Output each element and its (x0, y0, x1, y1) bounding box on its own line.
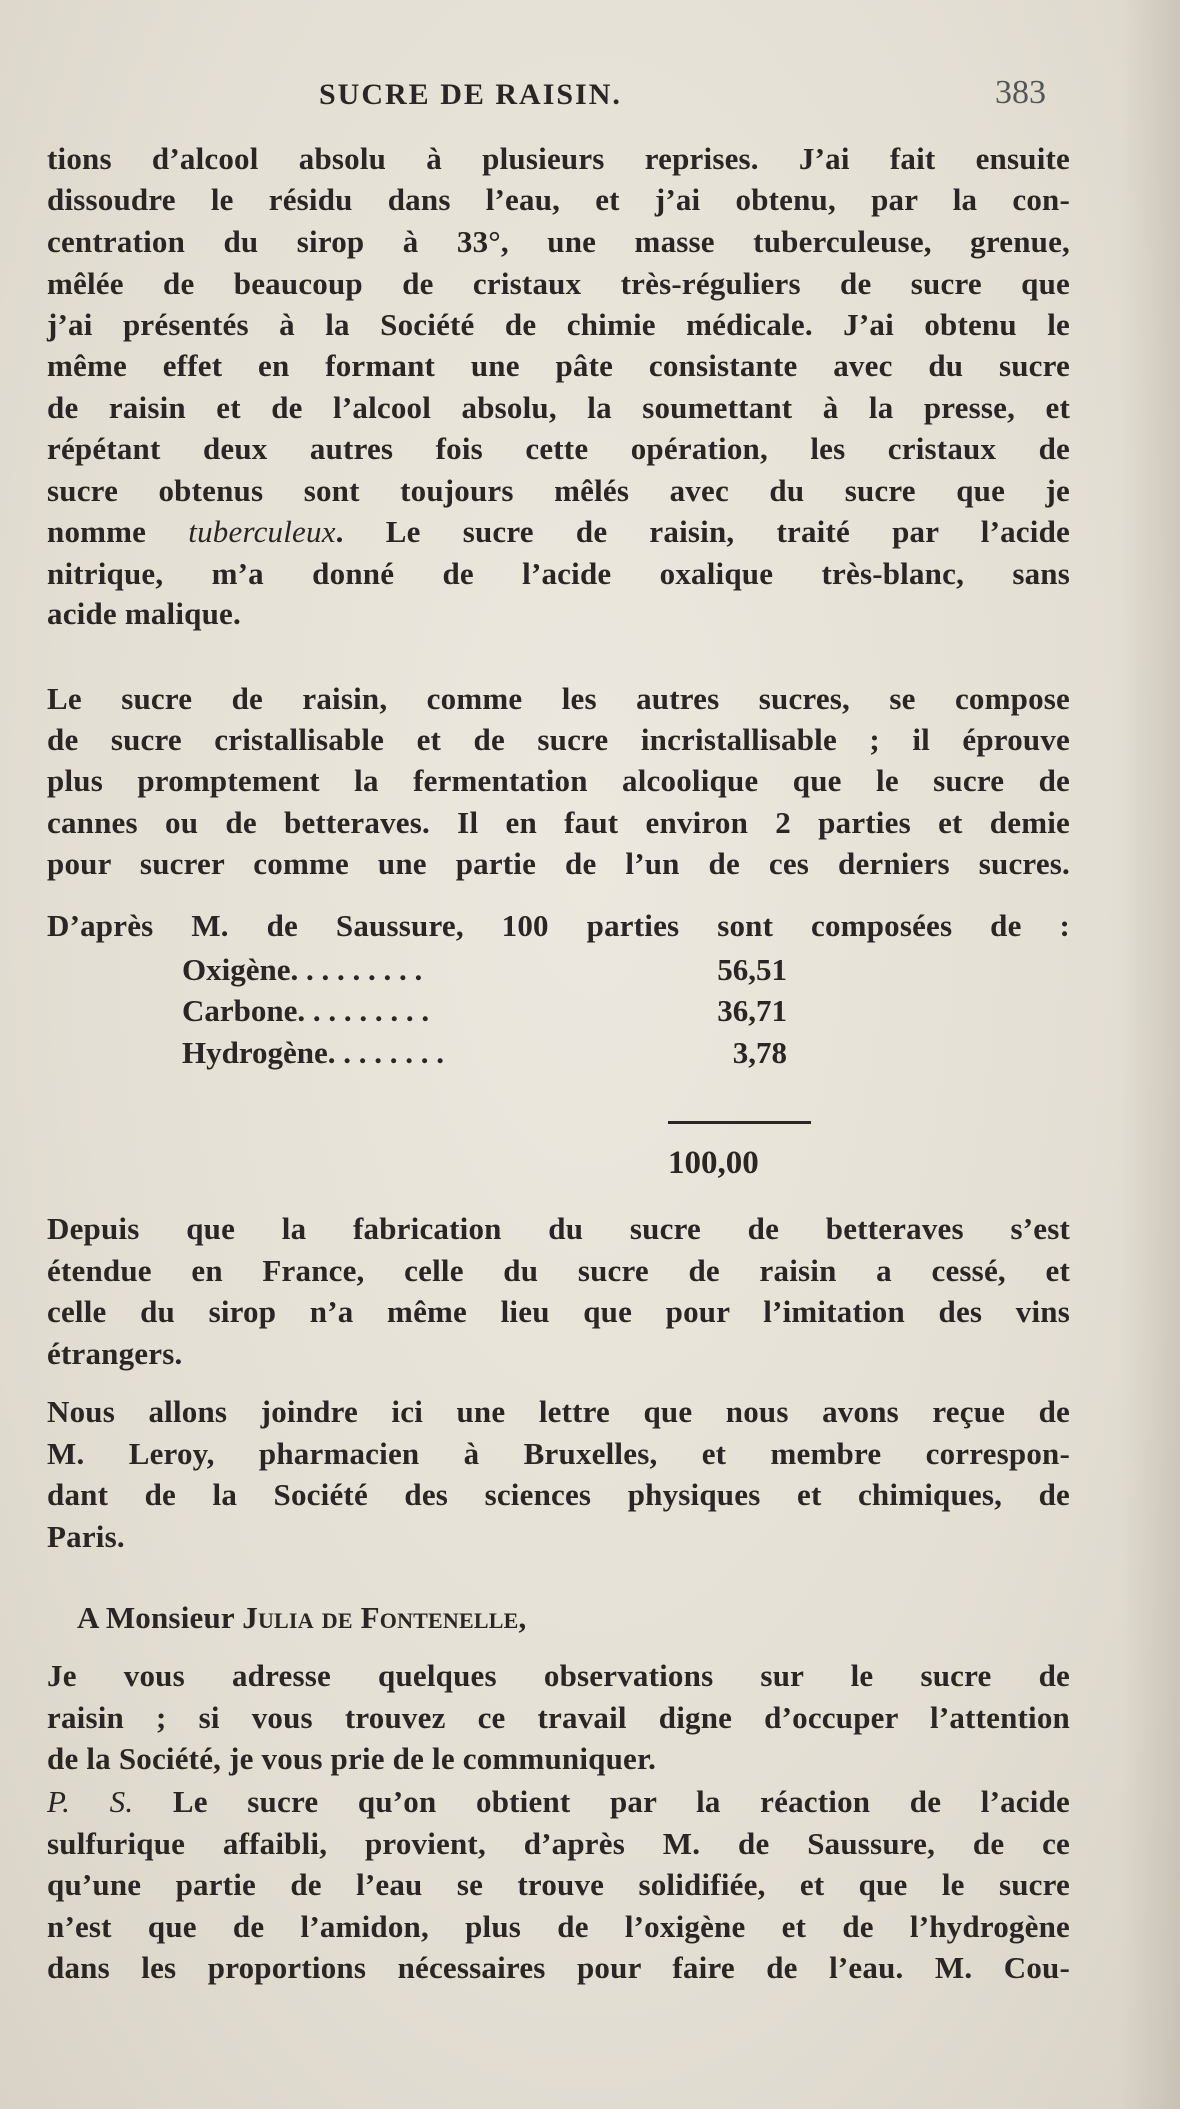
text-line: Nous allons joindre ici une lettre que nous avons reçue de (47, 1394, 1070, 1429)
italic-term: tuberculeux (188, 514, 336, 549)
text-line: M. Leroy, pharmacien à Bruxelles, et membre correspon- (47, 1436, 1070, 1471)
text-line: j’ai présentés à la Société de chimie médicale. J’ai obtenu le (47, 307, 1070, 342)
text-line: centration du sirop à 33°, une masse tuberculeuse, grenue, (47, 224, 1070, 259)
element-value: 3,78 (732, 1035, 787, 1070)
composition-total (668, 1145, 800, 1182)
text-line: n’est que de l’amidon, plus de l’oxigène et de l’hydrogène (47, 1909, 1070, 1944)
text-line: même effet en formant une pâte consistante avec du sucre (47, 348, 1070, 383)
element-label: Oxigène. . . . . . . . . (182, 952, 423, 987)
text-line: pour sucrer comme une partie de l’un de ces derniers sucres. (47, 846, 1070, 881)
text-line: Je vous adresse quelques observations sur le sucre de (47, 1658, 1070, 1693)
text-line: Le sucre de raisin, comme les autres sucres, se compose (47, 681, 1070, 716)
text-line: de sucre cristallisable et de sucre incristallisable ; il éprouve (47, 722, 1070, 757)
text-run: nomme (47, 514, 189, 549)
text-line: étrangers. (47, 1336, 183, 1371)
text-line: mêlée de beaucoup de cristaux très-réguliers de sucre que (47, 266, 1070, 301)
element-label: Hydrogène. . . . . . . . (182, 1035, 445, 1070)
salutation (77, 1600, 1100, 1636)
sum-rule (668, 1121, 811, 1124)
composition-row (182, 952, 787, 988)
text-line: de raisin et de l’alcool absolu, la soumettant à la presse, et (47, 390, 1070, 425)
text-line: celle du sirop n’a même lieu que pour l’imitation des vins (47, 1294, 1070, 1329)
text-line: tions d’alcool absolu à plusieurs reprises. J’ai fait ensuite (47, 141, 1070, 176)
salutation-punct: , (518, 1600, 527, 1635)
text-line: sucre obtenus sont toujours mêlés avec du sucre que je (47, 473, 1070, 508)
text-line: Depuis que la fabrication du sucre de betteraves s’est (47, 1211, 1070, 1246)
total-value: 100,00 (668, 1145, 759, 1181)
text-line: nitrique, m’a donné de l’acide oxalique très-blanc, sans (47, 556, 1070, 591)
text-line: qu’une partie de l’eau se trouve solidifiée, et que le sucre (47, 1867, 1070, 1902)
text-line (47, 1784, 1070, 1820)
running-header: SUCRE DE RAISIN. (319, 78, 622, 111)
text-line: raisin ; si vous trouvez ce travail digne d’occuper l’attention (47, 1700, 1070, 1735)
element-value: 36,71 (717, 993, 787, 1028)
text-run: . Le sucre de raisin, traité par l’acide (335, 514, 1070, 549)
postscript-lead: P. S. (47, 1784, 134, 1819)
text-line: de la Société, je vous prie de le communiquer. (47, 1741, 657, 1776)
text-line: répétant deux autres fois cette opération, les cristaux de (47, 431, 1070, 466)
text-line: plus promptement la fermentation alcoolique que le sucre de (47, 763, 1070, 798)
text-line: acide malique. (47, 596, 241, 631)
composition-row (182, 993, 787, 1029)
text-line: Paris. (47, 1519, 125, 1554)
text-line: sulfurique affaibli, provient, d’après M. de Saussure, de ce (47, 1826, 1070, 1861)
text-line: dissoudre le résidu dans l’eau, et j’ai obtenu, par la con- (47, 182, 1070, 217)
text-line: D’après M. de Saussure, 100 parties sont composées de : (47, 908, 1070, 943)
text-run: Le sucre qu’on obtient par la réaction de l’acide (133, 1784, 1070, 1819)
text-line (47, 514, 1070, 550)
text-line: cannes ou de betteraves. Il en faut environ 2 parties et demie (47, 805, 1070, 840)
page-edge-shadow (1120, 0, 1180, 2109)
text-line: étendue en France, celle du sucre de raisin a cessé, et (47, 1253, 1070, 1288)
salutation-text: A Monsieur (77, 1600, 243, 1635)
recipient-name: Julia de Fontenelle (242, 1600, 519, 1635)
composition-row (182, 1035, 787, 1071)
page-number: 383 (995, 74, 1046, 111)
element-label: Carbone. . . . . . . . . (182, 993, 430, 1028)
text-line: dans les proportions nécessaires pour faire de l’eau. M. Cou- (47, 1950, 1070, 1985)
element-value: 56,51 (717, 952, 787, 987)
text-line: dant de la Société des sciences physiques et chimiques, de (47, 1477, 1070, 1512)
